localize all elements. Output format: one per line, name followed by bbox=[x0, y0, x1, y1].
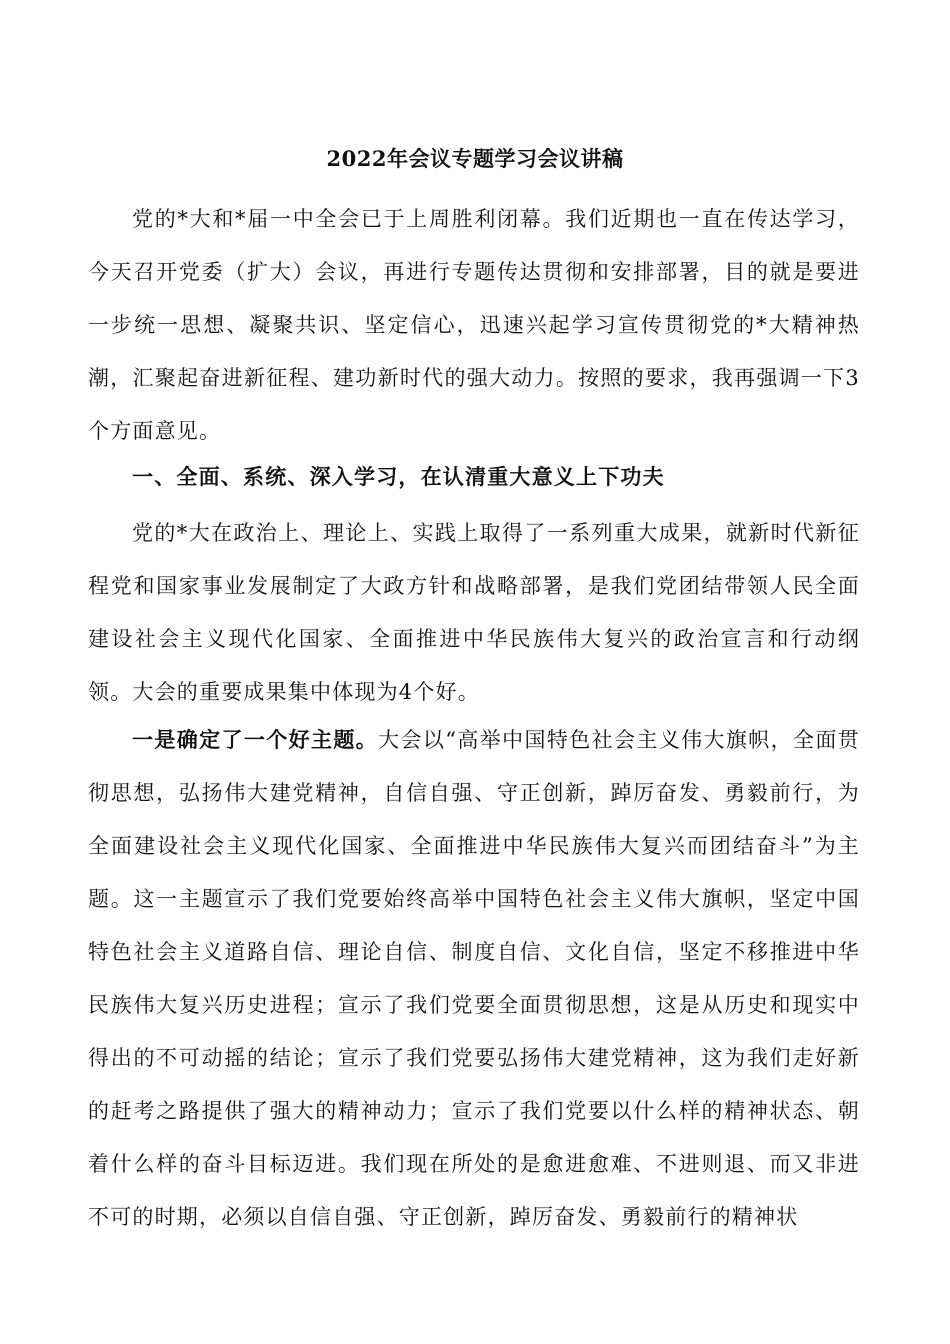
section-1-heading: 一、全面、系统、深入学习，在认清重大意义上下功夫 bbox=[132, 464, 665, 489]
point-1-lead: 一是确定了一个好主题。 bbox=[132, 727, 379, 752]
point-1-body: 大会以“高举中国特色社会主义伟大旗帜，全面贯彻思想，弘扬伟大建党精神，自信自强、守正创新，踔厉奋发、勇毅前行，为全面建设社会主义现代化国家、全面推进中华民族伟大复兴而团结奋斗”为主题。这一主题宣示了我们党要始终高举中国特色社会主义伟大旗帜，坚定中国特色社会主义道路自信、理论自信、制度自信、文化自信，坚定不移推进中华民族伟大复兴历史进程；宣示了我们党要全面贯彻思想，这是从历史和现实中得出的不可动摇的结论；宣示了我们党要弘扬伟大建党精神，这为我们走好新的赶考之路提供了强大的精神动力；宣示了我们党要以什么样的精神状态、朝着什么样的奋斗目标迈进。我们现在所处的是愈进愈难、不进则退、而又非进不可的时期，必须以自信自强、守正创新，踔厉奋发、勇毅前行的精神状 bbox=[88, 728, 861, 1229]
section-1-paragraph: 党的*大在政治上、理论上、实践上取得了一系列重大成果，就新时代新征程党和国家事业发展制定了大政方针和战略部署，是我们党团结带领人民全面建设社会主义现代化国家、全面推进中华民族伟大复兴的政治宣言和行动纲领。大会的重要成果集中体现为4个好。 bbox=[88, 521, 860, 704]
intro-paragraph: 党的*大和*届一中全会已于上周胜利闭幕。我们近期也一直在传达学习，今天召开党委（扩大）会议，再进行专题传达贯彻和安排部署，目的就是要进一步统一思想、凝聚共识、坚定信心，迅速兴起学习宣传贯彻党的*大精神热潮，汇聚起奋进新征程、建功新时代的强大动力。按照的要求，我再强调一下3个方面意见。 bbox=[88, 207, 860, 443]
document-title: 2022年会议专题学习会议讲稿 bbox=[326, 146, 624, 171]
point-1-paragraph bbox=[88, 713, 860, 1244]
